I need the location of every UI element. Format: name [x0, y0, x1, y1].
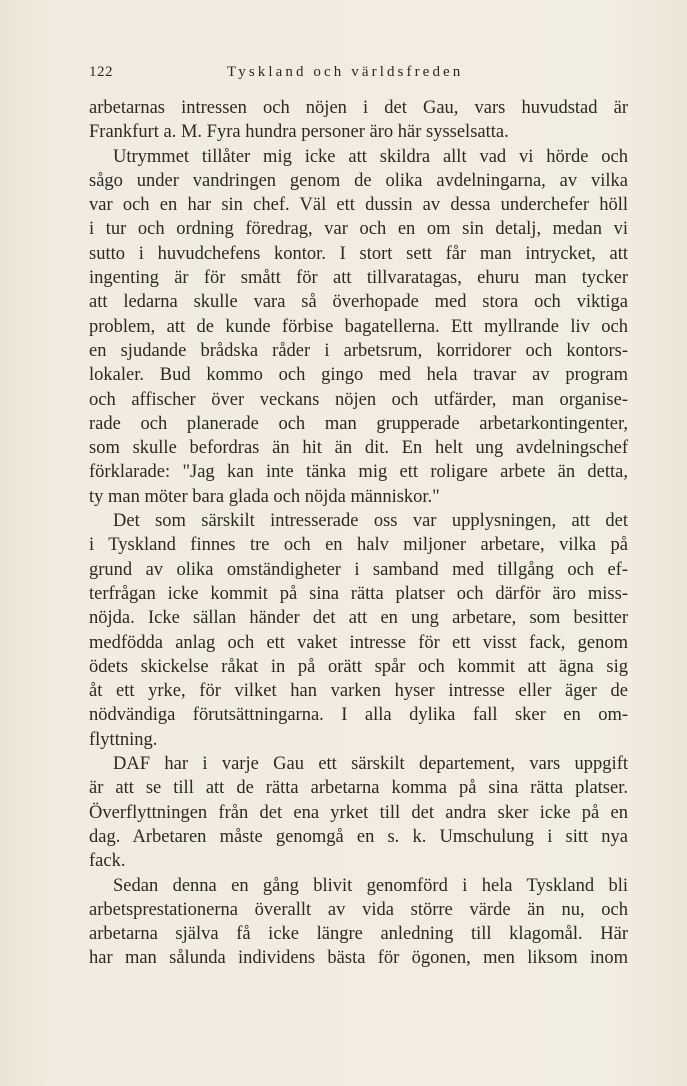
text-line: är att se till att de rätta arbetarna komma på sina rätta platser.	[89, 778, 628, 799]
text-line: nöjda. Icke sällan händer det att en ung arbetare, som besitter	[89, 608, 628, 629]
text-line: ingenting är för smått för att tillvaratagas, ehuru man tycker	[89, 268, 628, 289]
text-line: har man sålunda individens bästa för ögonen, men liksom inom	[89, 948, 628, 969]
text-line: sågo under vandringen genom de olika avdelningarna, av vilka	[89, 170, 628, 191]
text-line: arbetarna själva få icke längre anledning till klagomål. Här	[89, 924, 628, 945]
text-line: och affischer över veckans nöjen och utfärder, man organise-	[89, 389, 628, 410]
text-line: dag. Arbetaren måste genomgå en s. k. Umschulung i sitt nya	[89, 826, 628, 847]
text-line: att ledarna skulle vara så överhopade med stora och viktiga	[89, 292, 628, 313]
running-title: Tyskland och världsfreden	[227, 64, 464, 80]
text-line: Frankfurt a. M. Fyra hundra personer äro här sysselsatta.	[89, 122, 509, 143]
text-line: en sjudande brådska råder i arbetsrum, korridorer och kontors-	[89, 340, 628, 361]
text-line: ödets skickelse råkat in på orätt spår och kommit att ägna sig	[89, 656, 628, 677]
text-line: var och en har sin chef. Väl ett dussin av dessa underchefer höll	[89, 195, 628, 216]
text-line: Överflyttningen från det ena yrket till det andra sker icke på en	[89, 802, 628, 823]
text-line: flyttning.	[89, 729, 158, 750]
text-line: som skulle befordras än hit än dit. En helt ung avdelningschef	[89, 438, 628, 459]
text-line: lokaler. Bud kommo och gingo med hela travar av program	[89, 365, 628, 386]
text-line: arbetarnas intressen och nöjen i det Gau, vars huvudstad är	[89, 98, 628, 118]
text-line: rade och planerade och man grupperade arbetarkontingenter,	[89, 413, 628, 434]
text-line: Sedan denna en gång blivit genomförd i hela Tyskland bli	[113, 875, 628, 896]
text-line: grund av olika omständigheter i samband med tillgång och ef-	[89, 559, 628, 580]
text-line: ty man möter bara glada och nöjda människor."	[89, 486, 440, 507]
body-text	[89, 96, 628, 971]
page-header	[89, 64, 629, 86]
page-number: 122	[89, 64, 113, 80]
text-line: arbetsprestationerna överallt av vida större värde än nu, och	[89, 899, 628, 920]
text-line: fack.	[89, 851, 126, 872]
text-line: DAF har i varje Gau ett särskilt departement, vars uppgift	[113, 754, 628, 775]
text-line: förklarade: "Jag kan inte tänka mig ett roligare arbete än detta,	[89, 462, 628, 483]
text-line: Utrymmet tillåter mig icke att skildra allt vad vi hörde och	[113, 146, 628, 167]
text-line: problem, att de kunde förbise bagatellerna. Ett myllrande liv och	[89, 316, 628, 337]
text-line: i tur och ordning föredrag, var och en om sin detalj, medan vi	[89, 219, 628, 240]
text-line: i Tyskland finnes tre och en halv miljoner arbetare, vilka på	[89, 535, 628, 556]
text-line: terfrågan icke kommit på sina rätta platser och därför äro miss-	[89, 583, 628, 604]
text-line: nödvändiga förutsättningarna. I alla dylika fall sker en om-	[89, 705, 628, 726]
text-line: sutto i huvudchefens kontor. I stort sett får man intrycket, att	[89, 243, 628, 264]
text-line: åt ett yrke, för vilket han varken hyser intresse eller äger de	[89, 681, 628, 702]
text-line: medfödda anlag och ett vaket intresse för ett visst fack, genom	[89, 632, 628, 653]
text-line: Det som särskilt intresserade oss var upplysningen, att det	[113, 511, 628, 532]
